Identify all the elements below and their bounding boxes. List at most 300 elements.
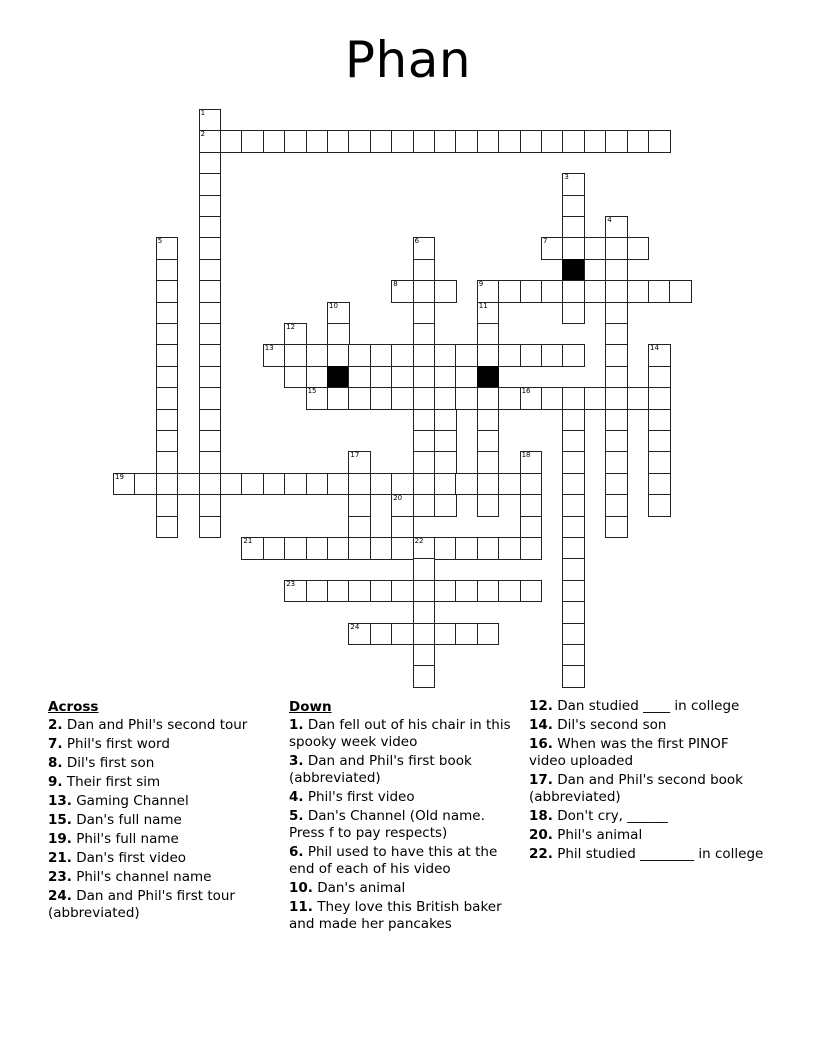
grid-cell[interactable] — [455, 387, 478, 410]
grid-cell[interactable] — [605, 516, 628, 539]
grid-cell[interactable] — [562, 473, 585, 496]
grid-cell[interactable] — [284, 344, 307, 367]
clue-number: 3. — [289, 753, 304, 769]
clue-item — [289, 844, 517, 878]
grid-cell[interactable] — [199, 451, 222, 474]
grid-cell[interactable] — [520, 473, 543, 496]
grid-cell[interactable] — [284, 580, 307, 603]
grid-cell[interactable] — [520, 537, 543, 560]
grid-cell[interactable] — [562, 237, 585, 260]
grid-cell[interactable] — [648, 430, 671, 453]
grid-cell[interactable] — [306, 473, 329, 496]
grid-cell[interactable] — [477, 280, 500, 303]
cell-number: 20 — [393, 494, 403, 503]
grid-cell[interactable] — [541, 387, 564, 410]
clue-text: Phil's first video — [303, 789, 415, 805]
grid-cell[interactable] — [413, 580, 436, 603]
grid-cell[interactable] — [541, 280, 564, 303]
grid-cell[interactable] — [627, 237, 650, 260]
grid-cell[interactable] — [199, 152, 222, 175]
grid-cell[interactable] — [113, 473, 136, 496]
cell-number: 11 — [478, 301, 488, 310]
grid-cell[interactable] — [199, 344, 222, 367]
grid-cell[interactable] — [605, 259, 628, 282]
grid-cell[interactable] — [134, 473, 157, 496]
grid-cell[interactable] — [477, 451, 500, 474]
grid-cell[interactable] — [455, 130, 478, 153]
clue-number: 14. — [529, 717, 553, 733]
grid-cell[interactable] — [413, 494, 436, 517]
grid-cell[interactable] — [520, 344, 543, 367]
grid-cell[interactable] — [413, 601, 436, 624]
clue-number: 17. — [529, 772, 553, 788]
grid-cell[interactable] — [263, 473, 286, 496]
grid-cell[interactable] — [413, 558, 436, 581]
grid-cell[interactable] — [605, 409, 628, 432]
grid-cell[interactable] — [156, 366, 179, 389]
grid-cell[interactable] — [520, 130, 543, 153]
grid-cell[interactable] — [477, 302, 500, 325]
clue-item — [48, 850, 278, 867]
grid-cell[interactable] — [648, 451, 671, 474]
grid-cell[interactable] — [199, 173, 222, 196]
grid-cell[interactable] — [477, 130, 500, 153]
grid-cell[interactable] — [156, 451, 179, 474]
grid-cell[interactable] — [306, 130, 329, 153]
grid-cell[interactable] — [306, 580, 329, 603]
grid-cell[interactable] — [241, 473, 264, 496]
grid-cell[interactable] — [541, 237, 564, 260]
grid-cell[interactable] — [156, 473, 179, 496]
clue-item — [48, 888, 278, 922]
grid-cell[interactable] — [498, 387, 521, 410]
clue-number: 8. — [48, 755, 63, 771]
grid-cell[interactable] — [562, 558, 585, 581]
grid-cell[interactable] — [477, 409, 500, 432]
grid-cell[interactable] — [199, 130, 222, 153]
grid-cell[interactable] — [156, 323, 179, 346]
clue-item — [48, 831, 278, 848]
grid-cell[interactable] — [370, 387, 393, 410]
grid-cell[interactable] — [584, 237, 607, 260]
grid-cell[interactable] — [284, 473, 307, 496]
cell-number: 9 — [478, 280, 484, 289]
cell-number: 24 — [350, 622, 360, 631]
grid-cell[interactable] — [605, 344, 628, 367]
clue-number: 22. — [529, 846, 553, 862]
grid-cell[interactable] — [391, 623, 414, 646]
grid-cell[interactable] — [605, 280, 628, 303]
grid-cell[interactable] — [284, 537, 307, 560]
clue-text: Dan fell out of his chair in this spooky week video — [289, 717, 511, 750]
grid-cell[interactable] — [156, 237, 179, 260]
grid-cell[interactable] — [306, 537, 329, 560]
clue-number: 10. — [289, 880, 313, 896]
grid-cell[interactable] — [413, 409, 436, 432]
grid-cell[interactable] — [562, 195, 585, 218]
cell-number: 23 — [286, 579, 296, 588]
grid-cell[interactable] — [199, 259, 222, 282]
clue-text: Phil used to have this at the end of each of his video — [289, 844, 498, 877]
grid-cell[interactable] — [520, 280, 543, 303]
grid-cell[interactable] — [199, 109, 222, 132]
grid-cell[interactable] — [348, 494, 371, 517]
grid-cell[interactable] — [477, 623, 500, 646]
grid-cell[interactable] — [477, 473, 500, 496]
clue-text: Phil's full name — [71, 831, 179, 847]
clue-text: Phil's channel name — [71, 869, 212, 885]
grid-cell[interactable] — [199, 494, 222, 517]
grid-cell[interactable] — [263, 344, 286, 367]
grid-cell[interactable] — [391, 580, 414, 603]
grid-cell[interactable] — [584, 280, 607, 303]
grid-cell[interactable] — [348, 387, 371, 410]
clue-number: 15. — [48, 812, 72, 828]
clue-item — [48, 774, 278, 791]
grid-cell[interactable] — [520, 387, 543, 410]
grid-cell[interactable] — [413, 451, 436, 474]
grid-cell[interactable] — [199, 409, 222, 432]
grid-cell[interactable] — [391, 473, 414, 496]
grid-cell[interactable] — [156, 302, 179, 325]
grid-cell[interactable] — [477, 430, 500, 453]
grid-cell[interactable] — [413, 280, 436, 303]
grid-cell[interactable] — [648, 473, 671, 496]
grid-cell[interactable] — [413, 344, 436, 367]
grid-cell[interactable] — [199, 516, 222, 539]
grid-cell[interactable] — [605, 473, 628, 496]
grid-cell[interactable] — [477, 580, 500, 603]
clue-number: 2. — [48, 717, 63, 733]
grid-cell[interactable] — [455, 623, 478, 646]
grid-cell[interactable] — [627, 280, 650, 303]
grid-cell[interactable] — [434, 344, 457, 367]
grid-cell[interactable] — [263, 130, 286, 153]
clue-number: 21. — [48, 850, 72, 866]
grid-cell[interactable] — [199, 237, 222, 260]
grid-cell[interactable] — [370, 537, 393, 560]
grid-cell[interactable] — [199, 387, 222, 410]
grid-cell[interactable] — [413, 130, 436, 153]
grid-cell[interactable] — [455, 580, 478, 603]
grid-cell[interactable] — [477, 494, 500, 517]
grid-cell[interactable] — [562, 665, 585, 688]
grid-cell[interactable] — [605, 302, 628, 325]
grid-cell[interactable] — [562, 409, 585, 432]
grid-cell[interactable] — [434, 494, 457, 517]
grid-cell[interactable] — [584, 130, 607, 153]
clue-text: Dan and Phil's first tour (abbreviated) — [48, 888, 235, 921]
grid-cell[interactable] — [413, 430, 436, 453]
grid-cell[interactable] — [199, 216, 222, 239]
grid-cell[interactable] — [391, 494, 414, 517]
grid-cell[interactable] — [220, 130, 243, 153]
grid-cell[interactable] — [434, 280, 457, 303]
cell-number: 17 — [350, 451, 360, 460]
grid-cell[interactable] — [177, 473, 200, 496]
grid-cell[interactable] — [348, 537, 371, 560]
across-clue-list — [48, 717, 278, 922]
grid-cell[interactable] — [413, 473, 436, 496]
cell-number: 19 — [115, 472, 124, 481]
cell-number: 16 — [521, 387, 531, 396]
grid-cell[interactable] — [648, 409, 671, 432]
grid-cell[interactable] — [199, 302, 222, 325]
grid-cell[interactable] — [199, 195, 222, 218]
grid-cell[interactable] — [520, 451, 543, 474]
grid-cell[interactable] — [370, 130, 393, 153]
grid-cell[interactable] — [562, 516, 585, 539]
grid-cell[interactable] — [455, 344, 478, 367]
clue-text: Dan's Channel (Old name. Press f to pay respects) — [289, 808, 485, 841]
grid-cell[interactable] — [327, 323, 350, 346]
down-clue-list-b — [529, 698, 769, 863]
clue-text: Dan and Phil's second tour — [62, 717, 248, 733]
grid-cell[interactable] — [370, 623, 393, 646]
page-title: Phan — [344, 31, 472, 89]
grid-cell[interactable] — [562, 173, 585, 196]
grid-cell[interactable] — [156, 259, 179, 282]
grid-cell[interactable] — [413, 644, 436, 667]
grid-cell[interactable] — [477, 344, 500, 367]
grid-cell[interactable] — [498, 130, 521, 153]
grid-cell[interactable] — [562, 580, 585, 603]
grid-block-cell — [562, 259, 585, 282]
grid-cell[interactable] — [562, 494, 585, 517]
grid-cell[interactable] — [562, 130, 585, 153]
grid-cell[interactable] — [199, 473, 222, 496]
grid-cell[interactable] — [434, 130, 457, 153]
grid-cell[interactable] — [605, 130, 628, 153]
clue-text: Dan's animal — [312, 880, 406, 896]
grid-cell[interactable] — [348, 473, 371, 496]
grid-cell[interactable] — [327, 387, 350, 410]
grid-cell[interactable] — [520, 494, 543, 517]
grid-cell[interactable] — [434, 473, 457, 496]
grid-cell[interactable] — [455, 537, 478, 560]
clue-text: Their first sim — [62, 774, 161, 790]
cell-number: 22 — [414, 537, 424, 545]
grid-cell[interactable] — [348, 623, 371, 646]
grid-cell[interactable] — [605, 237, 628, 260]
clue-item — [289, 753, 517, 787]
grid-cell[interactable] — [434, 623, 457, 646]
grid-cell[interactable] — [156, 344, 179, 367]
clue-number: 24. — [48, 888, 72, 904]
grid-cell[interactable] — [306, 344, 329, 367]
grid-cell[interactable] — [413, 623, 436, 646]
grid-cell[interactable] — [455, 366, 478, 389]
grid-cell[interactable] — [477, 323, 500, 346]
grid-cell[interactable] — [391, 130, 414, 153]
grid-cell[interactable] — [498, 473, 521, 496]
grid-cell[interactable] — [413, 665, 436, 688]
grid-cell[interactable] — [648, 280, 671, 303]
grid-cell[interactable] — [348, 451, 371, 474]
grid-block-cell — [327, 366, 350, 389]
grid-cell[interactable] — [348, 130, 371, 153]
clue-text: Dan and Phil's second book (abbreviated) — [529, 772, 743, 805]
grid-cell[interactable] — [562, 216, 585, 239]
grid-cell[interactable] — [306, 387, 329, 410]
grid-cell[interactable] — [413, 366, 436, 389]
grid-cell[interactable] — [627, 130, 650, 153]
grid-cell[interactable] — [434, 366, 457, 389]
grid-cell[interactable] — [477, 387, 500, 410]
grid-cell[interactable] — [605, 430, 628, 453]
grid-cell[interactable] — [434, 387, 457, 410]
grid-cell[interactable] — [541, 344, 564, 367]
grid-cell[interactable] — [327, 537, 350, 560]
grid-cell[interactable] — [605, 451, 628, 474]
clue-number: 4. — [289, 789, 304, 805]
grid-cell[interactable] — [348, 516, 371, 539]
grid-cell[interactable] — [220, 473, 243, 496]
grid-cell[interactable] — [498, 580, 521, 603]
clue-text: Dan and Phil's first book (abbreviated) — [289, 753, 472, 786]
grid-cell[interactable] — [391, 280, 414, 303]
clue-number: 16. — [529, 736, 553, 752]
grid-cell[interactable] — [562, 387, 585, 410]
cell-number: 3 — [564, 173, 569, 182]
grid-cell[interactable] — [413, 537, 436, 560]
clues-column-down-a — [289, 698, 517, 935]
grid-cell[interactable] — [370, 344, 393, 367]
grid-cell[interactable] — [348, 580, 371, 603]
grid-cell[interactable] — [434, 430, 457, 453]
grid-cell[interactable] — [284, 366, 307, 389]
grid-cell[interactable] — [348, 366, 371, 389]
grid-cell[interactable] — [391, 537, 414, 560]
grid-cell[interactable] — [327, 473, 350, 496]
clue-item — [289, 789, 517, 806]
grid-cell[interactable] — [327, 344, 350, 367]
grid-cell[interactable] — [562, 430, 585, 453]
grid-cell[interactable] — [284, 130, 307, 153]
grid-cell[interactable] — [370, 580, 393, 603]
grid-cell[interactable] — [627, 387, 650, 410]
grid-cell[interactable] — [562, 344, 585, 367]
cell-number: 8 — [393, 280, 398, 289]
grid-cell[interactable] — [199, 366, 222, 389]
grid-cell[interactable] — [520, 580, 543, 603]
grid-cell[interactable] — [648, 344, 671, 367]
grid-cell[interactable] — [562, 537, 585, 560]
grid-cell[interactable] — [156, 516, 179, 539]
grid-cell[interactable] — [306, 366, 329, 389]
clue-text: Gaming Channel — [71, 793, 189, 809]
cell-number: 12 — [286, 323, 296, 331]
grid-cell[interactable] — [391, 344, 414, 367]
grid-cell[interactable] — [669, 280, 692, 303]
grid-cell[interactable] — [391, 516, 414, 539]
grid-cell[interactable] — [156, 280, 179, 303]
clue-text: Dan's first video — [71, 850, 187, 866]
grid-cell[interactable] — [413, 302, 436, 325]
clue-item — [48, 755, 278, 772]
cell-number: 5 — [157, 237, 163, 246]
grid-cell[interactable] — [562, 280, 585, 303]
grid-cell[interactable] — [498, 344, 521, 367]
grid-cell[interactable] — [434, 580, 457, 603]
grid-cell[interactable] — [605, 494, 628, 517]
grid-cell[interactable] — [156, 387, 179, 410]
grid-cell[interactable] — [455, 473, 478, 496]
grid-cell[interactable] — [327, 302, 350, 325]
grid-cell[interactable] — [562, 601, 585, 624]
grid-cell[interactable] — [584, 259, 607, 282]
grid-cell[interactable] — [605, 387, 628, 410]
clue-item — [529, 827, 769, 844]
grid-cell[interactable] — [648, 387, 671, 410]
down-heading: Down — [289, 699, 332, 715]
down-clue-list-a — [289, 717, 517, 933]
grid-cell[interactable] — [605, 216, 628, 239]
grid-cell[interactable] — [241, 537, 264, 560]
grid-cell[interactable] — [434, 409, 457, 432]
grid-cell[interactable] — [498, 537, 521, 560]
grid-cell[interactable] — [413, 323, 436, 346]
grid-cell[interactable] — [648, 494, 671, 517]
grid-cell[interactable] — [434, 537, 457, 560]
grid-cell[interactable] — [477, 537, 500, 560]
grid-cell[interactable] — [562, 451, 585, 474]
grid-cell[interactable] — [370, 473, 393, 496]
grid-cell[interactable] — [434, 451, 457, 474]
cell-number: 6 — [414, 237, 420, 246]
grid-cell[interactable] — [199, 280, 222, 303]
grid-cell[interactable] — [156, 430, 179, 453]
clue-item — [48, 717, 278, 734]
grid-cell[interactable] — [241, 130, 264, 153]
grid-cell[interactable] — [498, 280, 521, 303]
grid-cell[interactable] — [263, 537, 286, 560]
grid-cell[interactable] — [413, 259, 436, 282]
grid-cell[interactable] — [413, 237, 436, 260]
clue-item — [48, 869, 278, 886]
grid-cell[interactable] — [520, 516, 543, 539]
grid-cell[interactable] — [156, 494, 179, 517]
across-heading: Across — [48, 699, 99, 715]
grid-cell[interactable] — [541, 130, 564, 153]
grid-cell[interactable] — [413, 387, 436, 410]
grid-cell[interactable] — [391, 366, 414, 389]
grid-cell[interactable] — [348, 344, 371, 367]
grid-cell[interactable] — [562, 623, 585, 646]
clue-item — [289, 899, 517, 933]
grid-cell[interactable] — [327, 580, 350, 603]
grid-cell[interactable] — [605, 323, 628, 346]
grid-cell[interactable] — [562, 302, 585, 325]
grid-cell[interactable] — [391, 387, 414, 410]
grid-cell[interactable] — [199, 323, 222, 346]
clue-item — [529, 736, 769, 770]
grid-cell[interactable] — [648, 366, 671, 389]
grid-cell[interactable] — [327, 130, 350, 153]
clue-item — [529, 846, 769, 863]
grid-cell[interactable] — [605, 366, 628, 389]
grid-cell[interactable] — [584, 387, 607, 410]
grid-cell[interactable] — [199, 430, 222, 453]
clue-number: 1. — [289, 717, 304, 733]
grid-cell[interactable] — [284, 323, 307, 346]
clue-text: Dan studied ____ in college — [552, 698, 740, 714]
grid-cell[interactable] — [156, 409, 179, 432]
grid-cell[interactable] — [562, 644, 585, 667]
grid-cell[interactable] — [648, 130, 671, 153]
clue-item — [529, 698, 769, 715]
grid-cell[interactable] — [370, 366, 393, 389]
